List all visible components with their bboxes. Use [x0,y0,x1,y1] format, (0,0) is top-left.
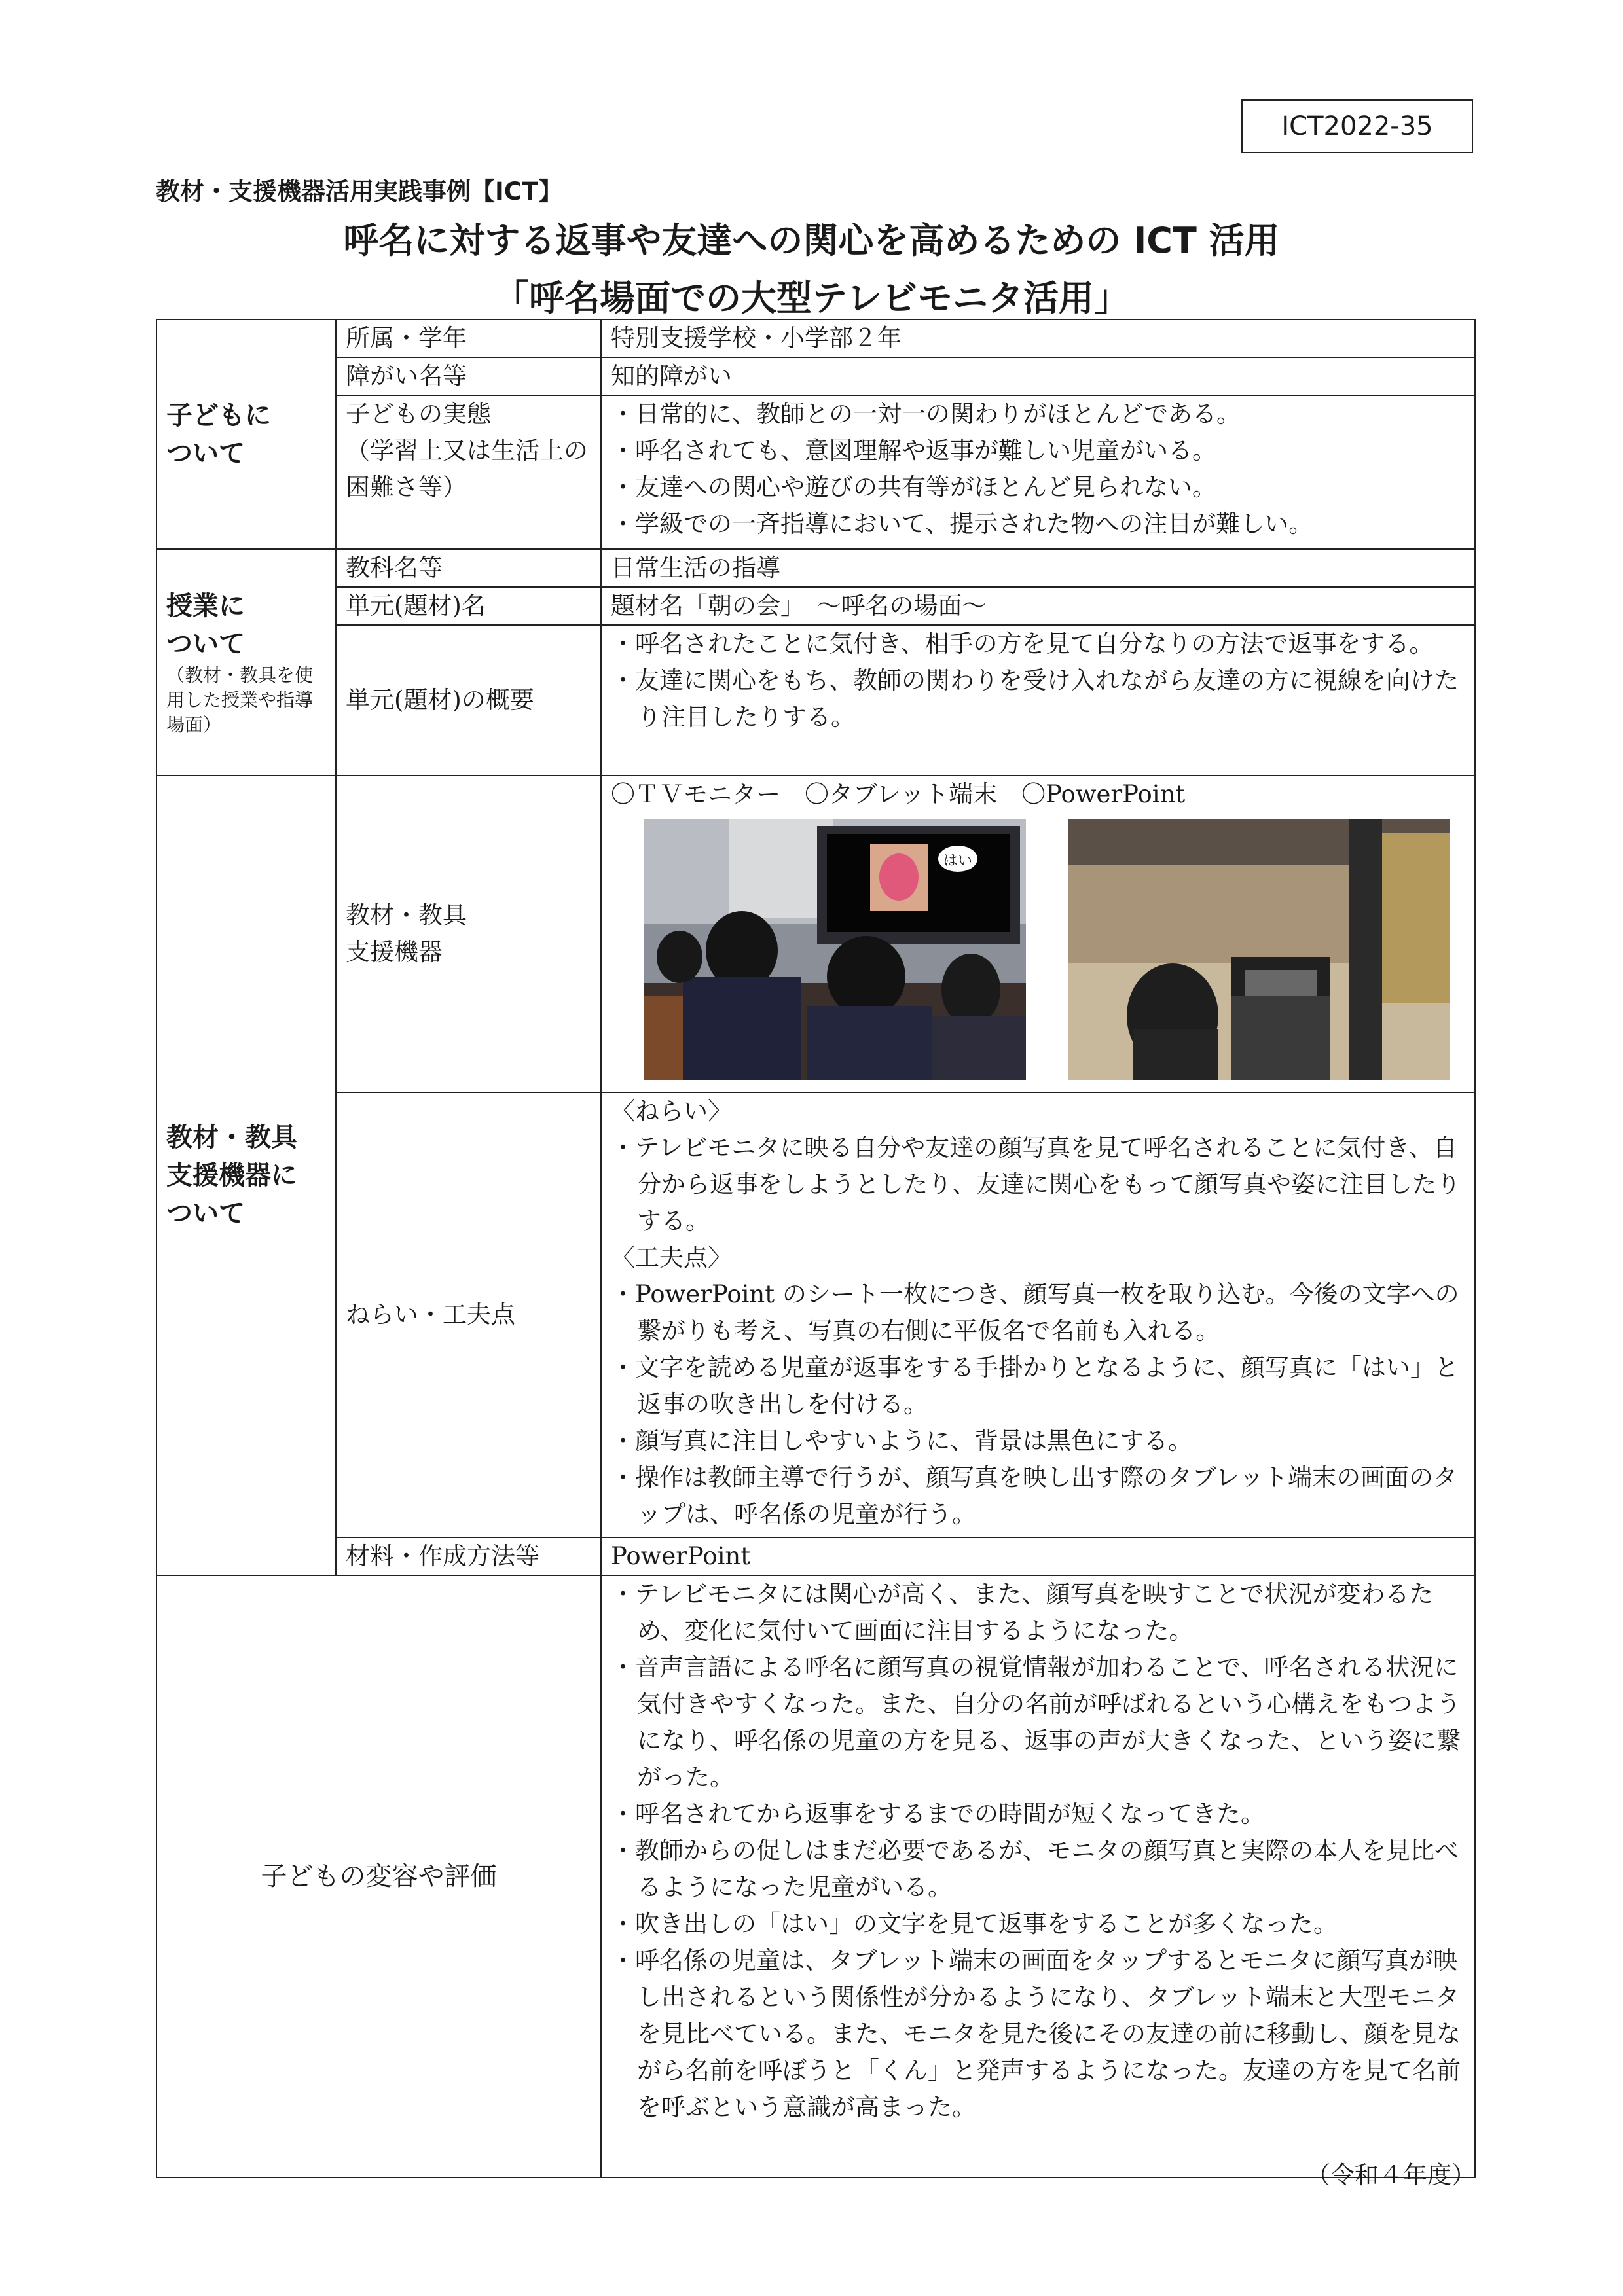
unit-label: 単元(題材)名 [336,587,601,625]
aims-heading: 〈ねらい〉 [611,1097,732,1125]
summary-list [601,625,1475,776]
list-item: ・呼名されても、意図理解や返事が難しい児童がいる。 [611,437,1216,465]
tools-value: 〇ＴＶモニター 〇タブレット端末 〇PowerPoint [611,780,1186,808]
summary-label: 単元(題材)の概要 [336,625,601,776]
document-id: ICT2022-35 [1241,99,1473,153]
tools-cell [601,776,1475,1092]
classroom-photo-image [644,819,1026,1080]
unit-value: 題材名「朝の会」 ～呼名の場面～ [601,587,1475,625]
list-item: ・テレビモニタには関心が高く、また、顔写真を映すことで状況が変わるため、変化に気付いて画面に注目するようになった。 [611,1580,1434,1645]
child-section-head: 子どもに ついて [156,319,336,549]
fiscal-year-note: （令和４年度） [1306,2161,1476,2189]
list-item: ・教師からの促しはまだ必要であるが、モニタの顔写真と実際の本人を見比べるようになった児童がいる。 [611,1837,1459,1901]
tools-label: 教材・教具 支援機器 [336,776,601,1092]
ideas-heading: 〈工夫点〉 [611,1244,732,1272]
status-list [601,395,1475,549]
list-item: ・呼名されてから返事をするまでの時間が短くなってきた。 [611,1800,1265,1828]
speech-bubble-text: はい [943,853,973,869]
practice-table [156,319,1476,2178]
tablet-photo [1068,819,1450,1080]
list-item: ・テレビモニタに映る自分や友達の顔写真を見て呼名されることに気付き、自分から返事をしようとしたり、友達に関心をもって顔写真や姿に注目したりする。 [611,1134,1461,1235]
lesson-head-text: 授業に ついて [166,591,245,659]
list-item: ・顔写真に注目しやすいように、背景は黒色にする。 [611,1427,1192,1455]
status-label: 子どもの実態 （学習上又は生活上の困難さ等） [336,395,601,549]
list-item: ・呼名係の児童は、タブレット端末の画面をタップするとモニタに顔写真が映し出されるという関係性が分かるようになり、タブレット端末と大型モニタを見比べている。また、モニタを見た後にその友達の前に移動し、顔を見ながら名前を呼ぼうと「くん」と発声するようになった。友達の方を見て名前を呼ぶという意識が高まった。 [611,1946,1461,2121]
subject-label: 教科名等 [336,549,601,587]
materials-section-head: 教材・教具 支援機器に ついて [156,776,336,1575]
list-item: ・PowerPoint のシート一枚につき、顔写真一枚を取り込む。今後の文字への繋がりも考え、写真の右側に平仮名で名前も入れる。 [611,1280,1459,1345]
aims-cell [601,1092,1475,1537]
list-item: ・学級での一斉指導において、提示された物への注目が難しい。 [611,510,1313,538]
page-title: 呼名に対する返事や友達への関心を高めるための ICT 活用 [343,220,1280,261]
subject-value: 日常生活の指導 [601,549,1475,587]
list-item: ・日常的に、教師との一対一の関わりがほとんどである。 [611,400,1241,428]
list-item: ・吹き出しの「はい」の文字を見て返事をすることが多くなった。 [611,1910,1338,1938]
lesson-head-note: （教材・教具を使用した授業や指導場面） [166,664,314,736]
classroom-photo [644,819,1026,1080]
tablet-photo-image [1068,819,1450,1080]
list-item: ・呼名されたことに気付き、相手の方を見て自分なりの方法で返事をする。 [611,630,1434,658]
page-subtitle: 「呼名場面での大型テレビモニタ活用」 [494,278,1129,319]
list-item: ・音声言語による呼名に顔写真の視覚情報が加わることで、呼名される状況に気付きやすくなった。また、自分の名前が呼ばれるという心構えをもつようになり、呼名係の児童の方を見る、返事の声が大きくなった、という姿に繋がった。 [611,1653,1461,1791]
lesson-section-head [156,549,336,776]
category-label: 教材・支援機器活用実践事例【ICT】 [156,177,563,206]
evaluation-list [601,1575,1475,2178]
material-value: PowerPoint [601,1537,1475,1575]
list-item: ・操作は教師主導で行うが、顔写真を映し出す際のタブレット端末の画面のタップは、呼名係の児童が行う。 [611,1463,1458,1528]
disability-label: 障がい名等 [336,357,601,395]
list-item: ・文字を読める児童が返事をする手掛かりとなるように、顔写真に「はい」と返事の吹き出しを付ける。 [611,1354,1459,1418]
affiliation-label: 所属・学年 [336,319,601,357]
material-label: 材料・作成方法等 [336,1537,601,1575]
disability-value: 知的障がい [601,357,1475,395]
photo-row [611,813,1465,1092]
list-item: ・友達に関心をもち、教師の関わりを受け入れながら友達の方に視線を向けたり注目したりする。 [611,666,1459,731]
affiliation-value: 特別支援学校・小学部２年 [601,319,1475,357]
list-item: ・友達への関心や遊びの共有等がほとんど見られない。 [611,473,1216,501]
aims-label: ねらい・工夫点 [336,1092,601,1537]
evaluation-head: 子どもの変容や評価 [156,1575,601,2178]
